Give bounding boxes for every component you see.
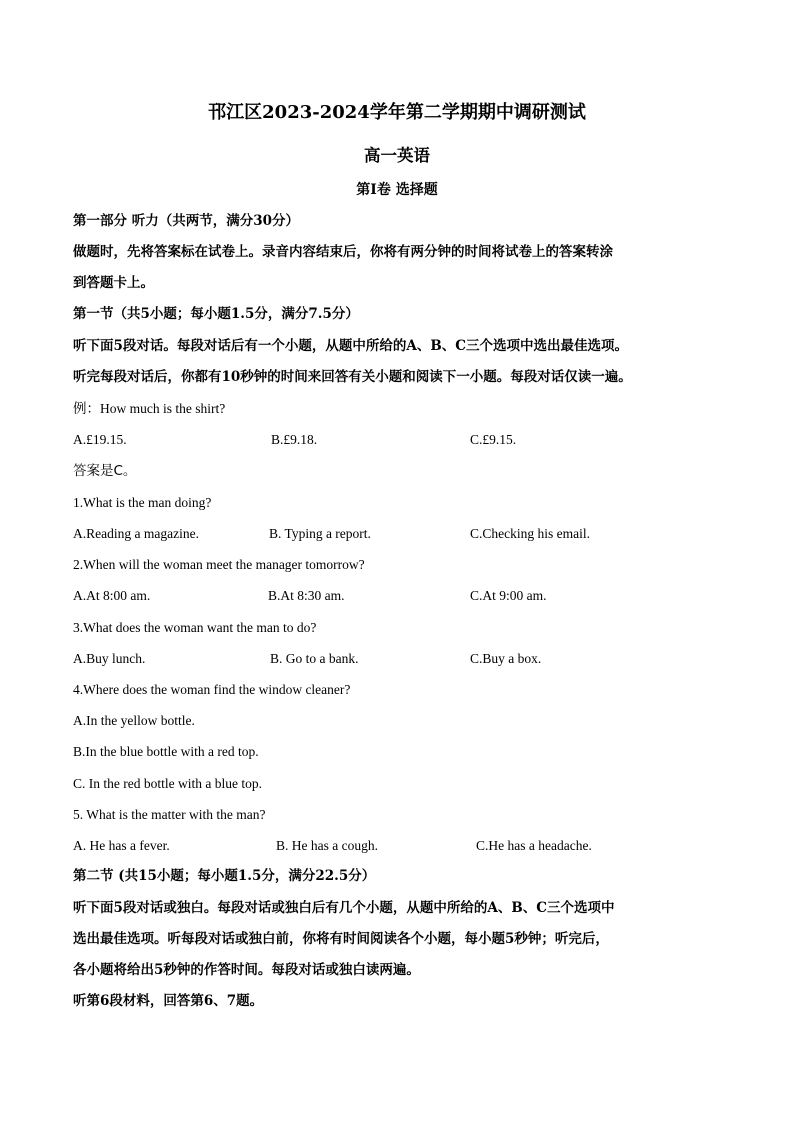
example-question: 例：How much is the shirt? — [73, 401, 226, 416]
part1-heading: 第一部分 听力（共两节，满分30分） — [73, 213, 299, 229]
q3-option-a: A.Buy lunch. — [73, 651, 146, 666]
section1-heading: 第一节（共5小题；每小题1.5分，满分7.5分） — [73, 306, 359, 322]
q4-option-c: C. In the red bottle with a blue top. — [73, 776, 262, 791]
q4-option-b: B.In the blue bottle with a red top. — [73, 744, 259, 759]
question-2: 2.When will the woman meet the manager tomorrow? — [73, 557, 365, 572]
q5-option-a: A. He has a fever. — [73, 838, 170, 853]
question-4: 4.Where does the woman find the window cleaner? — [73, 682, 351, 697]
q2-option-a: A.At 8:00 am. — [73, 588, 151, 603]
volume-heading: 第I卷 选择题 — [356, 182, 438, 198]
example-answer: 答案是C。 — [73, 463, 137, 479]
q5-option-c: C.He has a headache. — [476, 838, 592, 853]
q3-option-c: C.Buy a box. — [470, 651, 542, 666]
exam-title: 邗江区2023-2024学年第二学期期中调研测试 — [208, 102, 586, 123]
question-5: 5. What is the matter with the man? — [73, 807, 266, 822]
q1-option-a: A.Reading a magazine. — [73, 526, 199, 541]
section2-heading: 第二节 (共15小题；每小题1.5分，满分22.5分） — [73, 868, 376, 884]
example-option-a: A.£19.15. — [73, 432, 127, 447]
q3-option-b: B. Go to a bank. — [270, 651, 359, 666]
q5-option-b: B. He has a cough. — [276, 838, 378, 853]
section1-instruction-line1: 听下面5段对话。每段对话后有一个小题，从题中所给的A、B、C三个选项中选出最佳选项。 — [73, 338, 629, 354]
q1-option-c: C.Checking his email. — [470, 526, 590, 541]
part1-instruction-line2: 到答题卡上。 — [73, 275, 154, 291]
part1-instruction-line1: 做题时，先将答案标在试卷上。录音内容结束后，你将有两分钟的时间将试卷上的答案转涂 — [73, 244, 613, 260]
q4-option-a: A.In the yellow bottle. — [73, 713, 195, 728]
question-1: 1.What is the man doing? — [73, 495, 212, 510]
question-3: 3.What does the woman want the man to do? — [73, 620, 317, 635]
section1-instruction-line2: 听完每段对话后，你都有10秒钟的时间来回答有关小题和阅读下一小题。每段对话仅读一遍。 — [73, 369, 632, 385]
section2-instruction-line2: 选出最佳选项。听每段对话或独白前，你将有时间阅读各个小题，每小题5秒钟；听完后， — [73, 931, 609, 947]
q1-option-b: B. Typing a report. — [269, 526, 371, 541]
section2-instruction-line1: 听下面5段对话或独白。每段对话或独白后有几个小题，从题中所给的A、B、C三个选项中 — [73, 900, 615, 916]
material-6-heading: 听第6段材料，回答第6、7题。 — [73, 993, 264, 1009]
exam-subject: 高一英语 — [364, 146, 430, 165]
example-option-b: B.£9.18. — [271, 432, 318, 447]
q2-option-c: C.At 9:00 am. — [470, 588, 547, 603]
example-option-c: C.£9.15. — [470, 432, 517, 447]
section2-instruction-line3: 各小题将给出5秒钟的作答时间。每段对话或独白读两遍。 — [73, 962, 420, 978]
q2-option-b: B.At 8:30 am. — [268, 588, 345, 603]
